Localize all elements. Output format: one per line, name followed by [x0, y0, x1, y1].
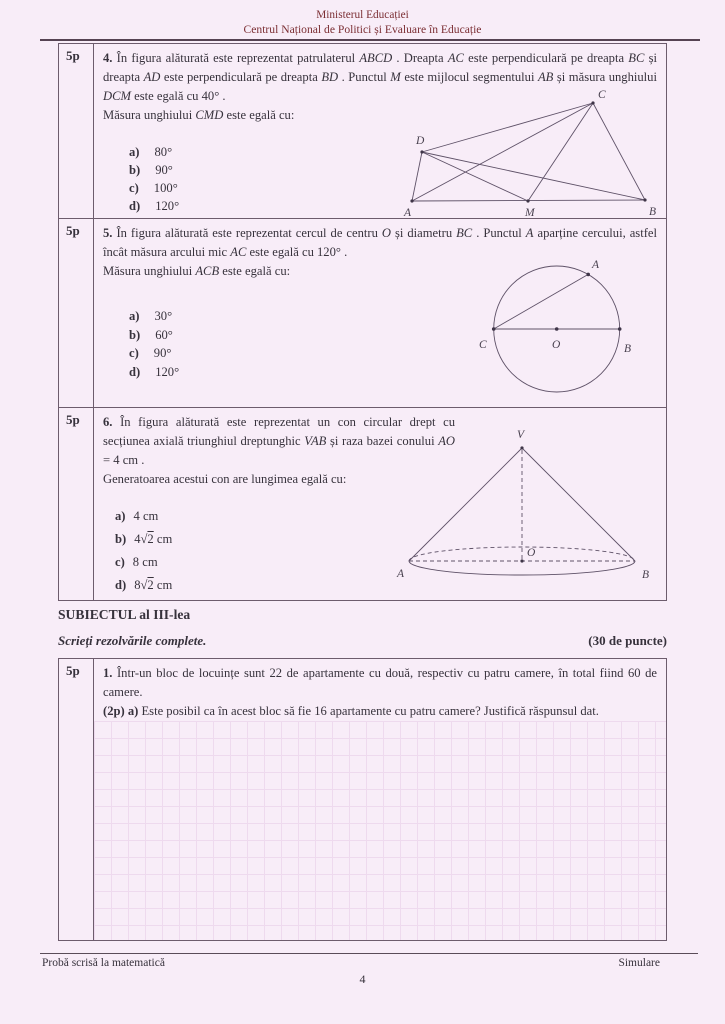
point-label-o: O [527, 547, 536, 559]
option-value: 120° [155, 364, 180, 379]
answer-grid-area [94, 721, 666, 940]
quadrilateral-figure [392, 88, 672, 220]
problem-1-statement: 1. Într-un bloc de locuințe sunt 22 de apartamente cu două, respectiv cu patru camere, în total fiind 60 de camere. [103, 666, 657, 699]
option-value: 120° [155, 199, 180, 213]
option-value: 90° [153, 346, 172, 360]
option-value: 4√2 cm [134, 532, 173, 546]
cone-figure [394, 424, 682, 594]
footer-divider [40, 953, 698, 954]
question-6-prompt: Generatoarea acestui con are lungimea egală cu: [103, 472, 347, 486]
question-4-prompt: Măsura unghiului CMD este egală cu: [103, 108, 295, 122]
option-value: 80° [154, 145, 173, 159]
option-label: c) [129, 181, 139, 195]
option-value: 8 cm [132, 555, 158, 569]
section3-instruction-row [58, 633, 667, 649]
point-label-b: B [624, 343, 632, 355]
option-label: b) [129, 163, 141, 177]
point-label-c: C [479, 339, 487, 351]
question-5-text: 5. În figura alăturată este reprezentat cercul de centru O și diametru BC . Punctul A aparține cercului, astfel încât măsura arcului mic AC este egală cu 120° . [103, 226, 657, 259]
point-label-b: B [649, 206, 657, 218]
option-value: 30° [154, 309, 173, 323]
section3-points: (30 de puncte) [588, 633, 667, 648]
option-value: 100° [153, 181, 178, 195]
option-label: b) [115, 532, 127, 546]
footer-page-number: 4 [359, 972, 366, 986]
option-label: d) [129, 364, 141, 379]
point-label-o: O [552, 339, 561, 351]
question-5-points-badge: 5p [59, 219, 94, 407]
question-4-points-badge: 5p [59, 44, 94, 218]
point-label-m: M [525, 207, 535, 219]
problem-1-part-a: (2p) a) Este posibil ca în acest bloc să fie 16 apartamente cu patru camere? Justifică răspunsul dat. [103, 704, 599, 718]
footer-session: Simulare [618, 957, 660, 969]
problem-1-cell [94, 659, 666, 940]
section3-title: SUBIECTUL al III-lea [58, 607, 191, 622]
option-label: a) [129, 309, 140, 323]
option-label: c) [115, 555, 125, 569]
question-6-text: 6. În figura alăturată este reprezentat un con circular drept cu secțiunea axială triunghiul dreptunghic VAB și raza bazei conului AO = 4 cm . [103, 415, 455, 467]
question-6-points-badge: 5p [59, 408, 94, 600]
header-center: Centrul Național de Politici și Evaluare în Educație [243, 23, 482, 36]
point-label-v: V [517, 429, 525, 441]
option-label: a) [115, 509, 126, 523]
point-label-a: A [397, 568, 405, 580]
circle-figure [466, 256, 666, 404]
problem-1-points-badge: 5p [59, 659, 94, 940]
point-label-c: C [598, 89, 606, 101]
point-label-a: A [592, 259, 600, 271]
header-divider [40, 39, 700, 41]
header-ministry: Ministerul Educației [316, 9, 409, 21]
section3-instruction: Scrieți rezolvările complete. [58, 633, 207, 648]
point-label-d: D [416, 135, 425, 147]
option-value: 90° [155, 163, 173, 177]
point-label-b: B [642, 569, 650, 581]
question-4-text: 4. În figura alăturată este reprezentat patrulaterul ABCD . Dreapta AC este perpendiculară pe dreapta BC și dreapta AD este perpendiculară pe dreapta BD . Punctul M este mijlocul segmentului AB și măsura unghiului DCM este egală cu 40° . [103, 51, 657, 103]
question-5-prompt: Măsura unghiului ACB este egală cu: [103, 264, 291, 278]
problem-1-text [94, 659, 666, 721]
point-label-a: A [404, 207, 412, 219]
problem-1-box [58, 658, 667, 941]
option-value: 4 cm [133, 509, 159, 523]
option-label: d) [129, 199, 141, 213]
option-value: 8√2 cm [134, 578, 173, 592]
option-value: 60° [155, 327, 173, 342]
option-label: d) [115, 578, 127, 592]
option-label: b) [129, 327, 141, 342]
option-label: a) [129, 145, 140, 159]
option-label: c) [129, 346, 139, 360]
footer-exam-name: Probă scrisă la matematică [42, 957, 165, 969]
